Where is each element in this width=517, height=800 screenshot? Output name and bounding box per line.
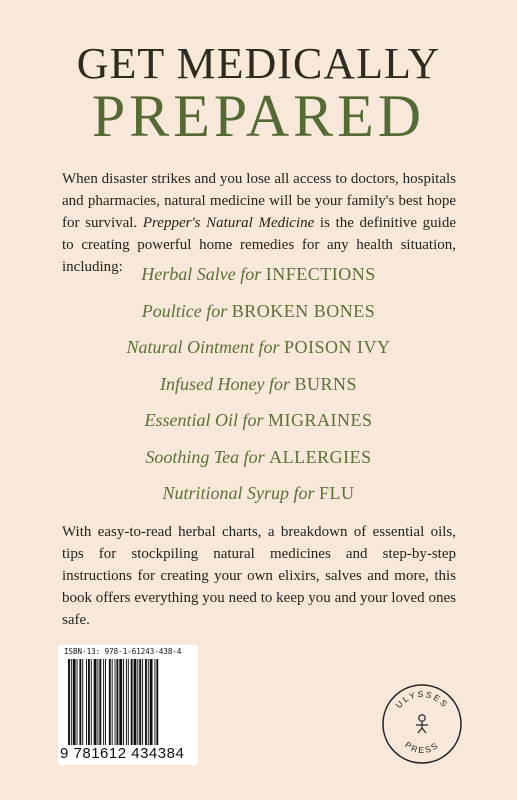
- remedy-item: [0, 299, 517, 336]
- remedy-condition: BURNS: [294, 373, 357, 394]
- book-title-italic: Prepper's Natural Medicine: [142, 215, 315, 231]
- headline-line-2: PREPARED: [91, 83, 426, 149]
- remedy-item: [0, 262, 517, 299]
- remedy-name: Poultice for: [141, 300, 228, 321]
- remedy-name: Herbal Salve for: [141, 264, 262, 284]
- figure-icon: [416, 715, 428, 733]
- remedy-condition: FLU: [319, 483, 355, 503]
- remedy-name: Soothing Tea for: [145, 446, 265, 467]
- headline-line-1: GET MEDICALLY: [76, 39, 441, 88]
- remedy-condition: BROKEN BONES: [231, 300, 376, 321]
- barcode-number: 9 781612 434384: [60, 745, 185, 762]
- remedy-condition: INFECTIONS: [265, 264, 376, 284]
- svg-text:ULYSSES: ULYSSES: [393, 688, 451, 711]
- remedy-name: Natural Ointment for: [126, 337, 280, 357]
- remedy-item: [0, 481, 517, 518]
- intro-text-1: When disaster strikes and you lose all access to doctors, hospitals and pharmacies, natural medicine will be your family's best hope for survival.: [62, 171, 456, 231]
- remedy-condition: POISON IVY: [284, 337, 391, 357]
- remedy-name: Essential Oil for: [144, 410, 264, 430]
- svg-text:PRESS: PRESS: [403, 739, 441, 756]
- intro-text-2: is the definitive guide to creating powerful home remedies for any health situation, including:: [62, 215, 456, 275]
- remedy-condition: MIGRAINES: [268, 410, 373, 430]
- remedy-item: [0, 335, 517, 372]
- isbn-barcode: [58, 645, 198, 765]
- remedy-item: [0, 445, 517, 482]
- remedy-name: Nutritional Syrup for: [162, 483, 315, 503]
- remedy-name: Infused Honey for: [159, 373, 290, 394]
- remedy-item: [0, 372, 517, 409]
- remedy-list: [0, 262, 517, 518]
- remedy-condition: ALLERGIES: [269, 446, 372, 467]
- isbn-label: ISBN-13: 978-1-61243-438-4: [64, 647, 182, 656]
- barcode-bars: [68, 659, 192, 745]
- outro-paragraph: With easy-to-read herbal charts, a breakdown of essential oils, tips for stockpiling natural medicines and step-by-step instructions for creating your own elixirs, salves and more, this book offers everything you need to keep you and your loved ones safe.: [62, 524, 456, 628]
- ulysses-press-seal-logo: [381, 683, 463, 765]
- remedy-item: [0, 408, 517, 445]
